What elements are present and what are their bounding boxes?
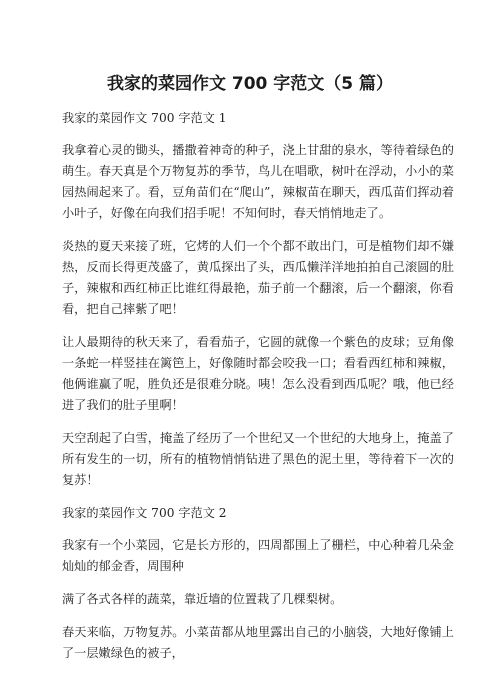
document-title: 我家的菜园作文 700 字范文（5 篇） (106, 74, 394, 94)
paragraph: 炎热的夏天来接了班，它烤的人们一个个都不敢出门，可是植物们却不嫌热，反而长得更茂盛了，黄瓜探出了头，西瓜懒洋洋地拍拍自己滚圆的肚子，辣椒和西红柿正比谁红得最艳，茄子前一个翻滚，后一个翻滚，你看看，把自己摔紫了吧！ (62, 239, 454, 316)
essay-heading-2: 我家的菜园作文 700 字范文 2 (62, 506, 227, 520)
paragraph: 天空刮起了白雪，掩盖了经历了一个世纪又一个世纪的大地身上，掩盖了所有发生的一切，所有的植物悄悄钻进了黑色的泥土里，等待着下一次的复苏！ (62, 431, 454, 487)
paragraph: 我拿着心灵的锄头，播撒着神奇的种子，浇上甘甜的泉水，等待着绿色的萌生。春天真是个万物复苏的季节，鸟儿在唱歌，树叶在浮动，小小的菜园热闹起来了。看，豆角苗们在“爬山”，辣椒苗在聊天，西瓜苗们挥动着小叶子，好像在向我们招手呢！不知何时，春天悄悄地走了。 (62, 143, 454, 220)
paragraph: 满了各式各样的蔬菜，靠近墙的位置栽了几棵梨树。 (62, 592, 343, 606)
essay-heading-1: 我家的菜园作文 700 字范文 1 (62, 111, 227, 125)
paragraph: 春天来临，万物复苏。小菜苗都从地里露出自己的小脑袋，大地好像铺上了一层嫩绿色的被子， (62, 625, 454, 660)
document-body (62, 108, 454, 676)
paragraph: 我家有一个小菜园，它是长方形的，四周都围上了栅栏，中心种着几朵金灿灿的郁金香，周围种 (62, 538, 454, 573)
paragraph: 让人最期待的秋天来了，看看茄子，它圆的就像一个紫色的皮球；豆角像一条蛇一样竖挂在篱笆上，好像随时都会咬我一口；看看西红柿和辣椒，他俩谁赢了呢，胜负还是很难分晓。咦！怎么没看到西瓜呢？哦，他已经进了我们的肚子里啊！ (62, 335, 454, 412)
